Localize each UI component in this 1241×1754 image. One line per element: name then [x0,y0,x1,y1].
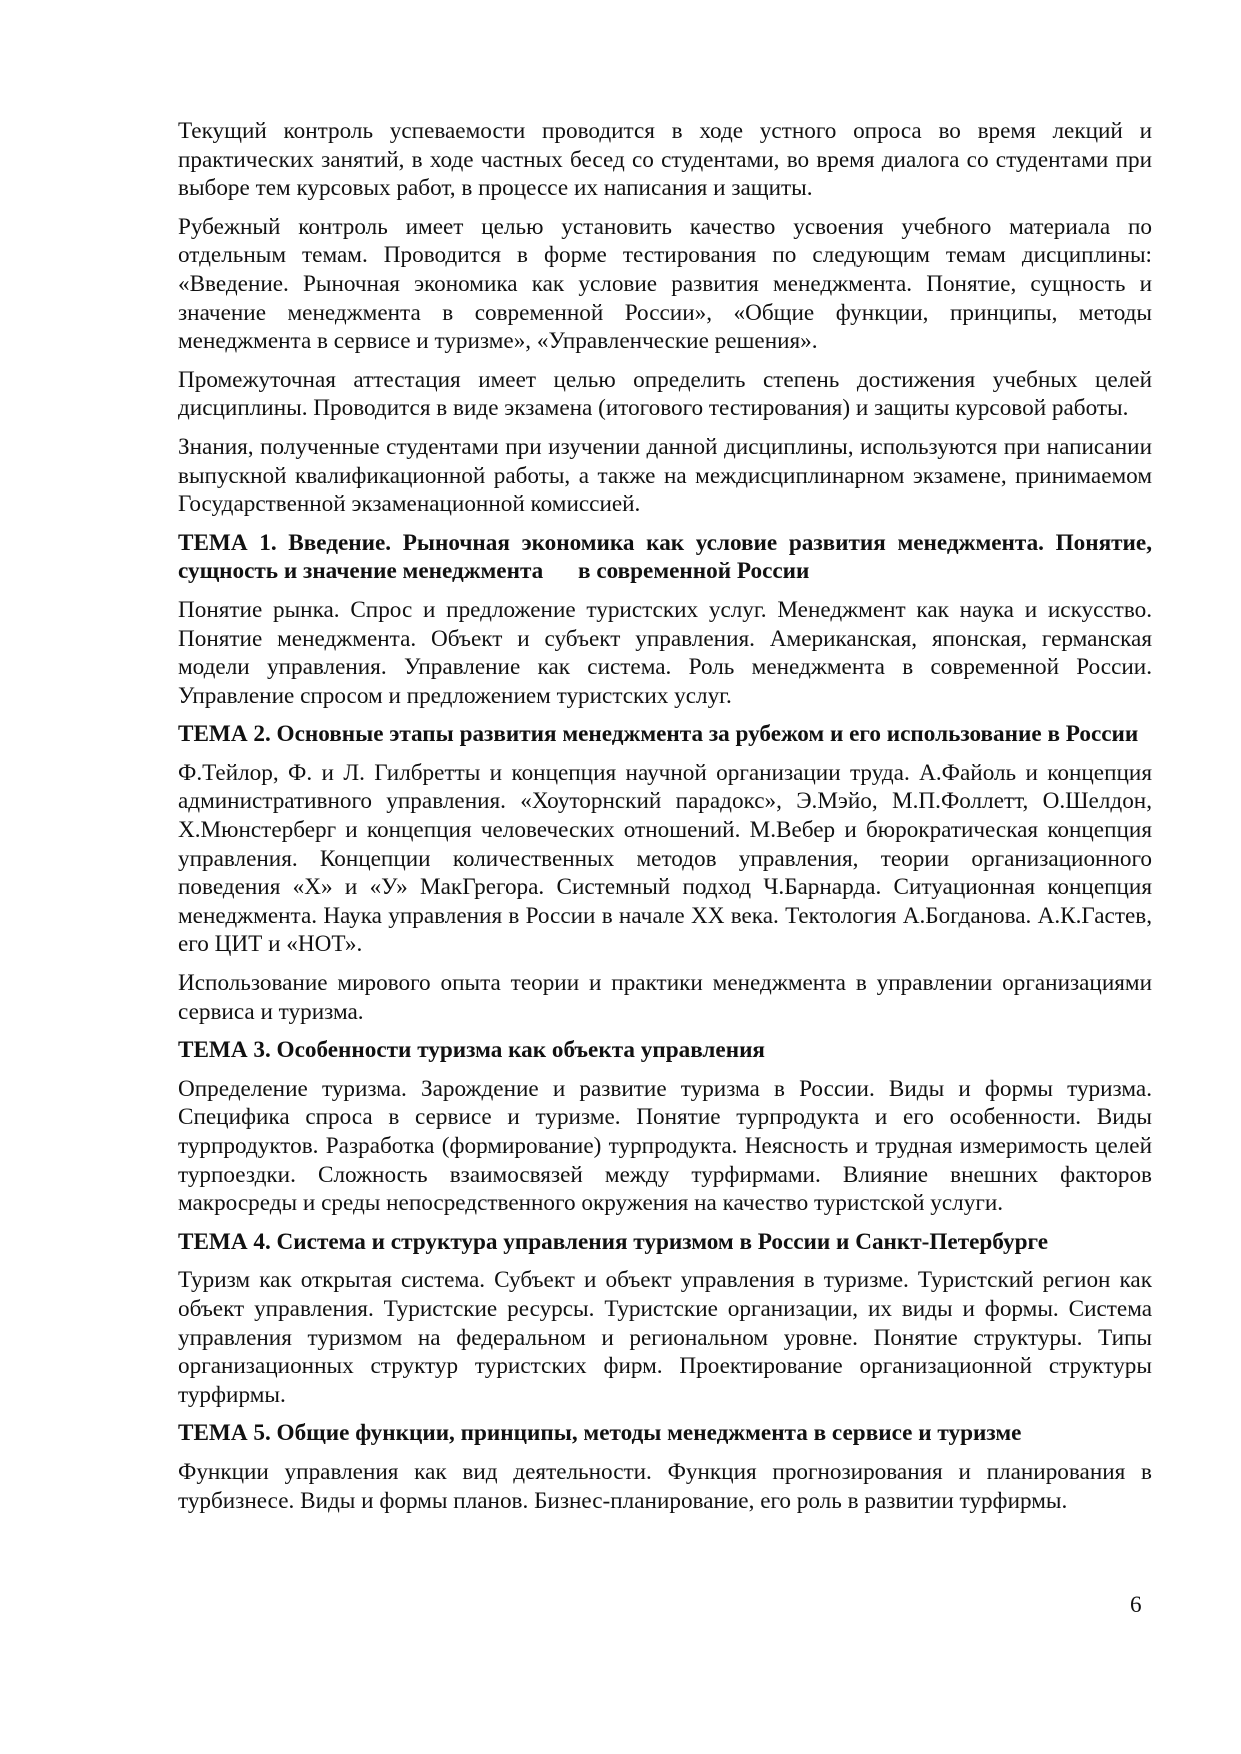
topic-1-paragraph: Понятие рынка. Спрос и предложение туристских услуг. Менеджмент как наука и искусство. Понятие менеджмента. Объект и субъект управления. Американская, японская, германская модели управления. Управление как система. Роль менеджмента в современной России. Управление спросом и предложением туристских услуг. [178,596,1152,709]
page-number: 6 [1130,1592,1142,1618]
topic-2-paragraph: Использование мирового опыта теории и практики менеджмента в управлении организациями сервиса и туризма. [178,970,1152,1025]
topic-3-paragraph: Определение туризма. Зарождение и развитие туризма в России. Виды и формы туризма. Специфика спроса в сервисе и туризме. Понятие турпродукта и его особенности. Виды турпродуктов. Разработка (формирование) турпродукта. Неясность и трудная измеримость целей турпоездки. Сложность взаимосвязей между турфирмами. Влияние внешних факторов макросреды и среды непосредственного окружения на качество туристской услуги. [178,1075,1152,1217]
paragraph-knowledge-usage: Знания, полученные студентами при изучении данной дисциплины, используются при написании выпускной квалификационной работы, а также на междисциплинарном экзамене, принимаемом Государственной экзаменационной комиссией. [178,433,1152,518]
topic-1-heading: ТЕМА 1. Введение. Рыночная экономика как условие развития менеджмента. Понятие, сущность и значение менеджмента в современной России [178,529,1158,585]
topic-3-heading: ТЕМА 3. Особенности туризма как объекта управления [178,1037,765,1064]
topic-4-paragraph: Туризм как открытая система. Субъект и объект управления в туризме. Туристский регион как объект управления. Туристские ресурсы. Туристские организации, их виды и формы. Система управления туризмом на федеральном и региональном уровне. Понятие структуры. Типы организационных структур туристских фирм. Проектирование организационной структуры турфирмы. [178,1267,1152,1408]
topic-5-paragraph: Функции управления как вид деятельности. Функция прогнозирования и планирования в турбизнесе. Виды и формы планов. Бизнес-планирование, его роль в развитии турфирмы. [178,1458,1152,1514]
topic-2-heading: ТЕМА 2. Основные этапы развития менеджмента за рубежом и его использование в России [178,721,1139,748]
paragraph-interim-attestation: Промежуточная аттестация имеет целью определить степень достижения учебных целей дисциплины. Проводится в виде экзамена (итогового тестирования) и защиты курсовой работы. [178,366,1152,422]
document-page [178,117,1158,1525]
topic-2-paragraph: Ф.Тейлор, Ф. и Л. Гилбретты и концепция научной организации труда. А.Файоль и концепция административного управления. «Хоуторнский парадокс», Э.Мэйо, М.П.Фоллетт, О.Шелдон, Х.Мюнстерберг и концепция человеческих отношений. М.Вебер и бюрократическая концепция управления. Концепции количественных методов управления, теории организационного поведения «Х» и «У» МакГрегора. Системный подход Ч.Барнарда. Ситуационная концепция менеджмента. Наука управления в России в начале ХХ века. Тектология А.Богданова. А.К.Гастев, его ЦИТ и «НОТ». [178,759,1152,958]
paragraph-current-control: Текущий контроль успеваемости проводится в ходе устного опроса во время лекций и практических занятий, в ходе частных бесед со студентами, во время диалога со студентами при выборе тем курсовых работ, в процессе их написания и защиты. [178,118,1152,202]
topic-5-heading: ТЕМА 5. Общие функции, принципы, методы менеджмента в сервисе и туризме [178,1420,1022,1447]
topic-4-heading: ТЕМА 4. Система и структура управления туризмом в России и Санкт-Петербурге [178,1228,1049,1255]
paragraph-milestone-control: Рубежный контроль имеет целью установить качество усвоения учебного материала по отдельным темам. Проводится в форме тестирования по следующим темам дисциплины: «Введение. Рыночная экономика как условие развития менеджмента. Понятие, сущность и значение менеджмента в современной России», «Общие функции, принципы, методы менеджмента в сервисе и туризме», «Управленческие решения». [178,213,1152,355]
